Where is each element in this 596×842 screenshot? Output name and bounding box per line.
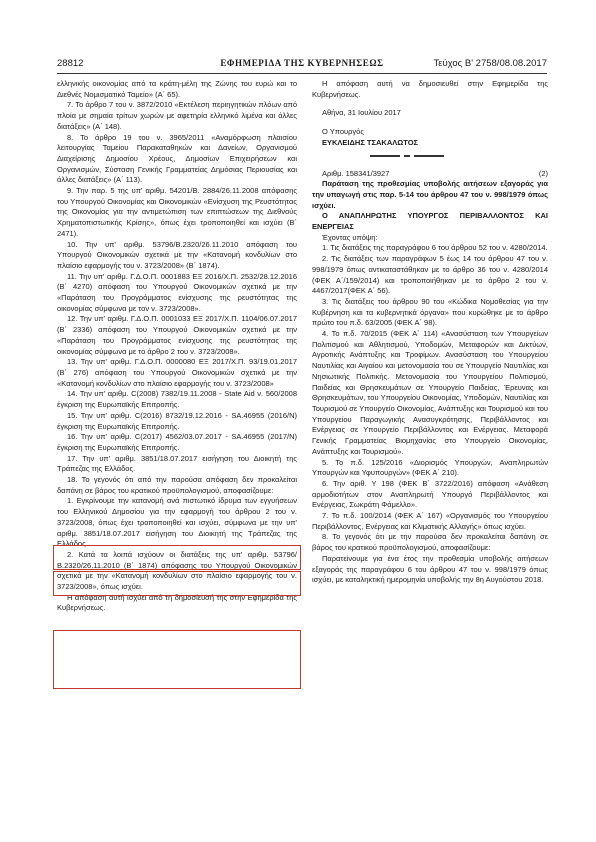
minister-role: Ο Υπουργός: [322, 127, 364, 137]
publication-note: Η απόφαση αυτή να δημοσιευθεί στην Εφημερίδα της Κυβερνήσεως.: [312, 79, 548, 99]
decision-number: Αριθμ. 158341/3927: [322, 168, 390, 178]
paragraph: 9. Την παρ. 5 της υπ' αριθμ. 54201/Β. 2884/26.11.2008 απόφασης του Υπουργού Οικονομίας και Οικονομικών «Ενίσχυση της Ρευστότητας της Οικονομίας για την αντιμετώπιση των επιπτώσεων της Διεθνούς Χρηματοπιστωτικής Κρίσης», όπως έχει τροποποιηθεί και ισχύει (Β΄ 2471).: [57, 186, 297, 238]
paragraph: 8. Το γεγονός ότι με την παρούσα δεν προκαλείται δαπάνη σε βάρος του κρατικού προϋπολογισμού, αποφασίζουμε:: [312, 532, 548, 553]
paragraph: ελληνικής οικονομίας από τα κράτη-μέλη της Ζώνης του ευρώ και το Διεθνές Νομισματικό Ταμείο» (Α΄ 65).: [57, 79, 297, 99]
highlight-box: [53, 545, 301, 570]
paragraph: 2. Τις διατάξεις των παραγράφων 5 έως 14 του άρθρου 47 του ν. 998/1979 όπως αντικαταστάθηκαν με το άρθρο 36 του ν. 4280/2014 (ΦΕΚ Α΄/159/2014) και τροποποιήθηκαν με το άρθρο 2 του ν. 4467/2017(ΦΕΚ Α΄ 56).: [312, 254, 548, 296]
minister-name: ΕΥΚΛΕΙΔΗΣ ΤΣΑΚΑΛΩΤΟΣ: [322, 137, 419, 147]
paragraph: 2. Κατά τα λοιπά ισχύουν οι διατάξεις της υπ' αριθμ. 53796/Β.2320/26.11.2010 (Β΄ 1874) απόφασης του Υπουργού Οικονομικών σχετικά με την «Κατανομή κονδυλίων στο πλαίσιο εφαρμογής του ν. 3723/2008», όπως ισχύει.: [57, 549, 297, 592]
paragraph: 7. Το άρθρο 7 του ν. 3872/2010 «Εκτέλεση περιηγητικών πλόων από πλοία με σημαία τρίτων χωρών με αφετηρία ελληνικό λιμένα και άλλες διατάξεις» (Α΄ 148).: [57, 100, 297, 131]
paragraph: 1. Τις διατάξεις της παραγράφου 6 του άρθρου 52 του ν. 4280/2014.: [322, 243, 548, 253]
paragraph: 13. Την υπ' αριθμ. Γ.Δ.Ο.Π. 0000080 ΕΞ 2017/Χ.Π. 93/19.01.2017 (Β΄ 276) απόφαση του Υπουργού Οικονομικών σχετικά με την «Κατανομή κονδυλίων στο πλαίσιο εφαρμογής του ν. 3723/2008»: [57, 357, 297, 388]
paragraph: 3. Τις διατάξεις του άρθρου 90 του «Κώδικα Νομοθεσίας για την Κυβέρνηση και τα κυβερνητικά όργανα» που κυρώθηκε με το άρθρο πρώτο του π.δ. 63/2005 (ΦΕΚ Α΄ 98).: [312, 296, 548, 328]
page-header: [57, 58, 547, 72]
paragraph: 5. Το π.δ. 125/2016 «Διορισμός Υπουργών, Αναπληρωτών Υπουργών και Υφυπουργών» (ΦΕΚ Α΄ 210).: [312, 457, 548, 478]
paragraph: 11. Την υπ' αριθμ. Γ.Δ.Ο.Π. 0001883 ΕΞ 2016/Χ.Π. 2532/28.12.2016 (Β΄ 4270) απόφαση του Υπουργού Οικονομικών σχετικά με την «Παράταση του Προγράμματος ενίσχυσης της ρευστότητας της οικονομίας σύμφωνα με τον ν. 3723/2008».: [57, 271, 297, 313]
decision-title: Παράταση της προθεσμίας υποβολής αιτήσεων εξαγοράς για την υπαγωγή στις παρ. 5-14 του άρθρου 47 του ν. 998/1979 όπως ισχύει.: [312, 179, 548, 210]
paragraph: 14. Την υπ' αριθμ. C(2008) 7382/19.11.2008 - State Aid ν. 560/2008 έγκριση της Ευρωπαϊκής Επιτροπής.: [57, 389, 297, 410]
paragraph: Η απόφαση αυτή ισχύει από τη δημοσίευσή της στην Εφημερίδα της Κυβερνήσεως.: [57, 592, 297, 613]
issue-number: Τεύχος Β' 2758/08.08.2017: [433, 58, 547, 69]
paragraph: 18. Το γεγονός ότι από την παρούσα απόφαση δεν προκαλείται δαπάνη σε βάρος του κρατικού προϋπολογισμού, αποφασίζουμε:: [57, 475, 297, 495]
paragraph: 15. Την υπ' αριθμ. C(2016) 8732/19.12.2016 - SA.46955 (2016/Ν) έγκριση της Ευρωπαϊκής Επιτροπής.: [57, 410, 297, 431]
header-rule: [57, 73, 547, 74]
separator: [312, 149, 548, 163]
paragraph: 6. Την αριθ. Υ 198 (ΦΕΚ Β΄ 3722/2016) απόφαση «Ανάθεση αρμοδιοτήτων στον Αναπληρωτή Υπουργό Περιβάλλοντος και Ενέργειας, Σωκράτη Φάμελλο».: [312, 478, 548, 510]
ministry-heading: Ο ΑΝΑΠΛΗΡΩΤΗΣ ΥΠΟΥΡΓΟΣ ΠΕΡΙΒΑΛΛΟΝΤΟΣ ΚΑΙ ΕΝΕΡΓΕΙΑΣ: [312, 211, 548, 232]
paragraph-highlighted: 16. Την υπ' αριθμ. C(2017) 4562/03.07.2017 - SA.46955 (2017/Ν) έγκριση της Ευρωπαϊκής Επιτροπής.: [57, 432, 297, 452]
left-column: [57, 79, 297, 614]
highlight-box: [53, 571, 301, 596]
paragraph-highlighted: 1. Εγκρίνουμε την κατανομή ανά πιστωτικό ίδρυμα των εγγυήσεων του Ελληνικού Δημοσίου για την εφαρμογή του άρθρου 2 του ν. 3723/2008, όπως έχει τροποποιηθεί και ισχύει, σύμφωνα με την υπ' αριθμ. 3851/18.07.2017 εισήγηση του Διοικητή της Τράπεζας της Ελλάδος.: [57, 496, 297, 549]
paragraph-highlighted: 17. Την υπ' αριθμ. 3851/18.07.2017 εισήγηση του Διοικητή της Τράπεζας της Ελλάδος.: [57, 453, 297, 474]
paragraph: 10. Την υπ' αριθμ. 53796/Β.2320/26.11.2010 απόφαση του Υπουργού Οικονομικών σχετικά με την «Κατανομή κονδυλίων στο πλαίσιο εφαρμογής του ν. 3723/2008» (Β΄ 1874).: [57, 239, 297, 270]
paragraph: Έχοντας υπόψη:: [322, 232, 378, 242]
decision-index: (2): [538, 168, 548, 178]
place-date: Αθήνα, 31 Ιουλίου 2017: [322, 108, 401, 118]
paragraph: 7. Το π.δ. 100/2014 (ΦΕΚ Α΄ 167) «Οργανισμός του Υπουργείου Περιβάλλοντος, Ενέργειας και Κλιματικής Αλλαγής» όπως ισχύει.: [312, 511, 548, 531]
gazette-title: ΕΦΗΜΕΡΙΔΑ ΤΗΣ ΚΥΒΕΡΝΗΣΕΩΣ: [220, 58, 384, 68]
page-number: 28812: [57, 58, 84, 69]
right-column: [312, 79, 548, 586]
decision-number-row: [312, 169, 548, 180]
paragraph: 12. Την υπ' αριθμ. Γ.Δ.Ο.Π. 0001033 ΕΞ 2017/Χ.Π. 1104/06.07.2017 (Β΄ 2336) απόφαση του Υπουργού Οικονομικών σχετικά με την «Παράταση του Προγράμματος ενίσχυσης της ρευστότητας της οικονομίας σύμφωνα με το άρθρο 2 του ν. 3723/2008».: [57, 314, 297, 356]
paragraph: 8. Το άρθρο 19 του ν. 3965/2011 «Αναμόρφωση πλαισίου λειτουργίας Ταμείου Παρακαταθηκών και Δανείων, Οργανισμού Διαχείρισης Δημοσίου Χρέους, Δημοσίων Επιχειρήσεων και Οργανισμών, Σύσταση Γενικής Γραμματείας Δημόσιας Περιουσίας και άλλες διατάξεις» (Α΄ 113).: [57, 132, 297, 185]
paragraph: Παρατείνουμε για ένα έτος την προθεσμία υποβολής αιτήσεων εξαγοράς της παραγράφου 6 του άρθρου 47 του ν. 998/1979 όπως ισχύει, με καταληκτική ημερομηνία υποβολής την 8η Αυγούστου 2018.: [312, 553, 548, 585]
paragraph: 4. Το π.δ. 70/2015 (ΦΕΚ Α΄ 114) «Ανασύσταση των Υπουργείων Πολιτισμού και Αθλητισμού, Υποδομών, Μεταφορών και Δικτύων, Αγροτικής Ανάπτυξης και Τροφίμων. Ανασύσταση του Υπουργείου Ναυτιλίας και Αιγαίου και μετονομασία του σε Υπουργείο Ναυτιλίας και Νησιωτικής Πολιτικής. Μετονομασία του Υπουργείου Πολιτισμού, Παιδείας και Θρησκευμάτων σε Υπουργείο Παιδείας, Έρευνας και Θρησκευμάτων, του Υπουργείου Οικονομίας, Υποδομών, Ναυτιλίας και Τουρισμού σε Υπουργείο Οικονομίας, Ανάπτυξης και Τουρισμού και του Υπουργείου Παραγωγικής Ανασυγκρότησης, Περιβάλλοντος και Ενέργειας σε Υπουργείο Περιβάλλοντος και Ενέργειας. Μεταφορά Γενικής Γραμματείας Βιομηχανίας στο Υπουργείο Οικονομίας, Ανάπτυξης και Τουρισμού».: [312, 329, 548, 456]
highlight-box: [53, 630, 301, 689]
